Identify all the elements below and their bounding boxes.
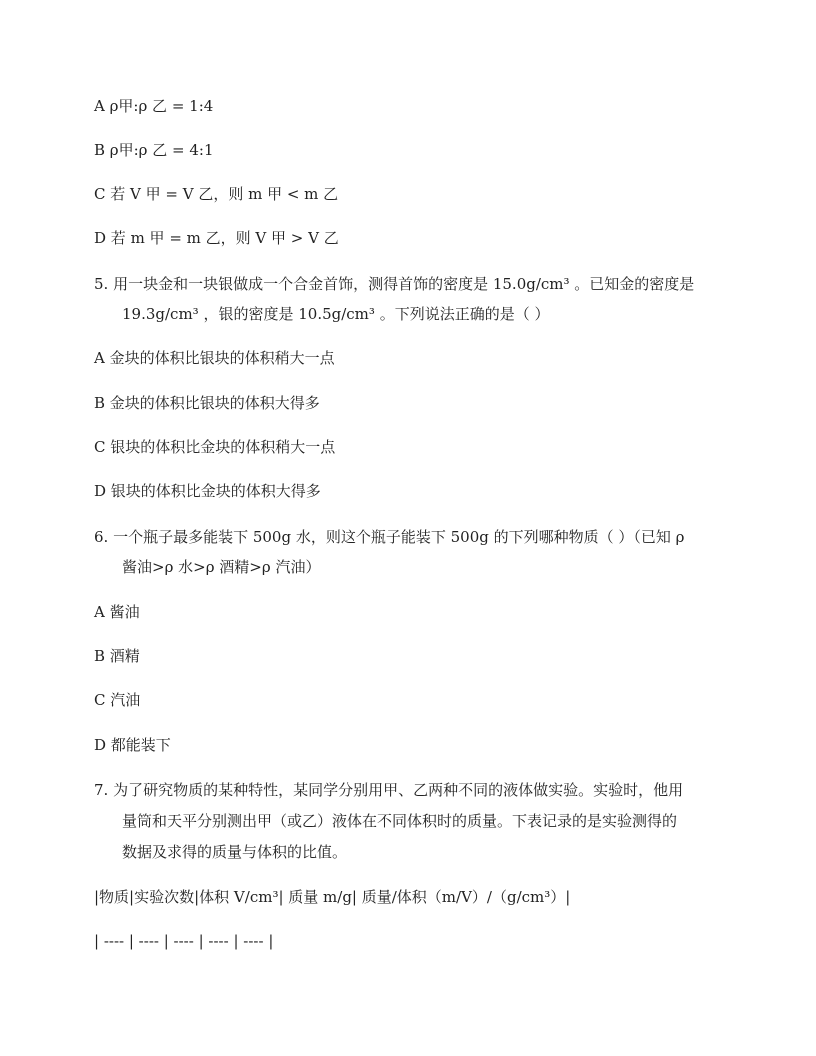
q4-option-b: B ρ甲:ρ 乙 = 4:1 (94, 141, 214, 159)
q7-stem-line-1: 7. 为了研究物质的某种特性，某同学分别用甲、乙两种不同的液体做实验。实验时，他用 (94, 781, 684, 799)
q5-option-d: D 银块的体积比金块的体积大得多 (94, 482, 321, 500)
q4-option-a: A ρ甲:ρ 乙 = 1:4 (94, 97, 214, 115)
q6-stem-line-2: 酱油>ρ 水>ρ 酒精>ρ 汽油） (122, 558, 321, 576)
table-header-row: |物质|实验次数|体积 V/cm³| 质量 m/g| 质量/体积（m/V）/（g/cm³）| (94, 888, 571, 906)
q6-option-a: A 酱油 (94, 603, 140, 621)
q4-option-d: D 若 m 甲 = m 乙，则 V 甲 > V 乙 (94, 229, 339, 247)
q5-option-c: C 银块的体积比金块的体积稍大一点 (94, 438, 336, 456)
q6-option-c: C 汽油 (94, 691, 141, 709)
q7-stem-line-3: 数据及求得的质量与体积的比值。 (122, 843, 348, 861)
q6-stem-line-1: 6. 一个瓶子最多能装下 500g 水，则这个瓶子能装下 500g 的下列哪种物质（ ）（已知 ρ (94, 528, 685, 546)
q5-option-b: B 金块的体积比银块的体积大得多 (94, 394, 320, 412)
q4-option-c: C 若 V 甲 = V 乙，则 m 甲 < m 乙 (94, 185, 339, 203)
table-separator-row: | ---- | ---- | ---- | ---- | ---- | (94, 932, 274, 950)
q6-option-b: B 酒精 (94, 647, 140, 665)
q5-stem-line-2: 19.3g/cm³ ，银的密度是 10.5g/cm³ 。下列说法正确的是（ ） (122, 305, 550, 323)
q5-stem-line-1: 5. 用一块金和一块银做成一个合金首饰，测得首饰的密度是 15.0g/cm³ 。已知金的密度是 (94, 275, 695, 293)
q6-option-d: D 都能装下 (94, 736, 171, 754)
q5-option-a: A 金块的体积比银块的体积稍大一点 (94, 349, 335, 367)
q7-stem-line-2: 量筒和天平分别测出甲（或乙）液体在不同体积时的质量。下表记录的是实验测得的 (122, 812, 678, 830)
